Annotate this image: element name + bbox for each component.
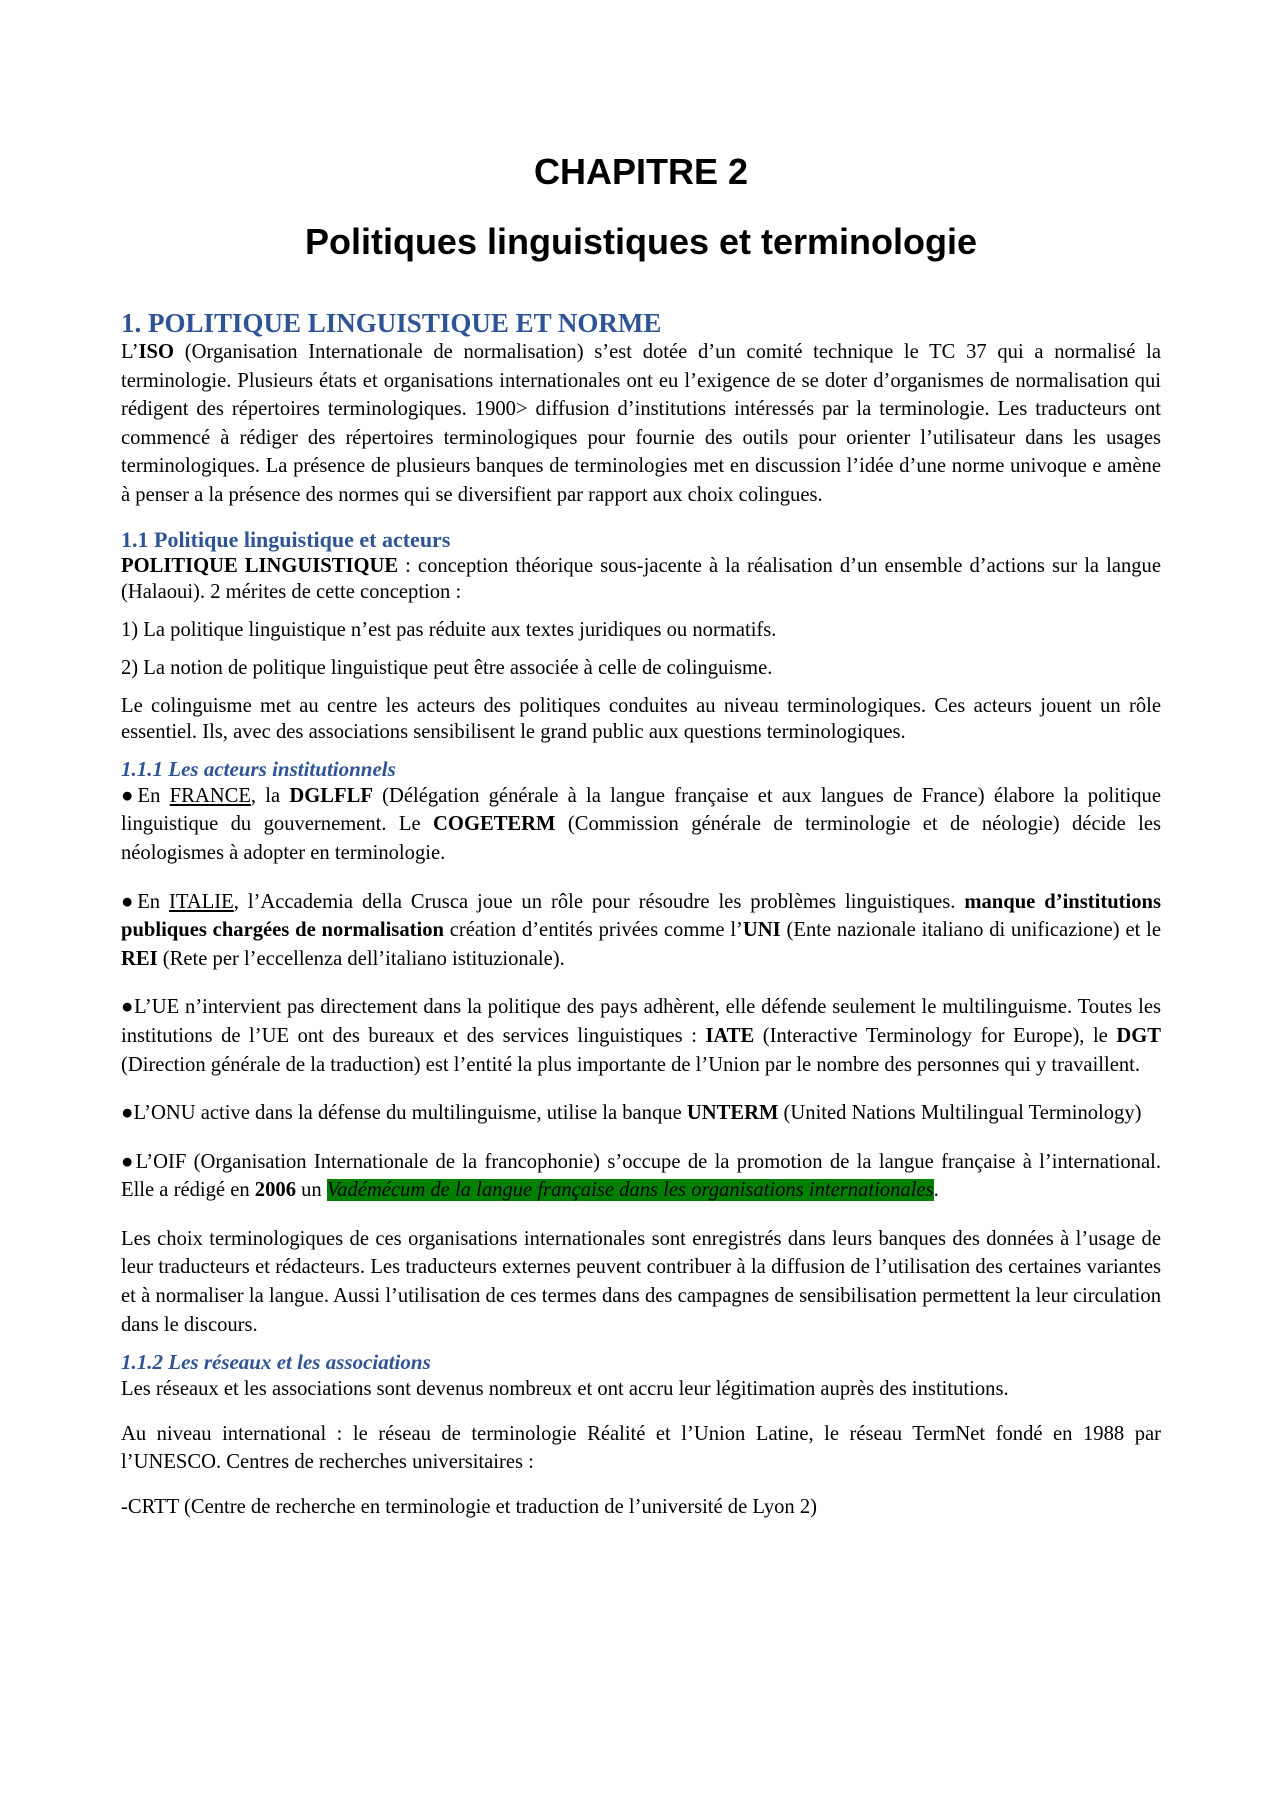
iso-term: ISO <box>138 341 175 363</box>
document-body <box>121 308 1161 1522</box>
oif-paragraph: ●L’OIF (Organisation Internationale de la francophonie) s’occupe de la promotion de la langue française à l’international. Elle a rédigé en 2006 un Vadémécum de la langue française dans les organisations internationales. <box>121 1150 1161 1202</box>
choix-paragraph: Les choix terminologiques de ces organisations internationales sont enregistrés dans leurs banques des données à l’usage de leur traducteurs et rédacteurs. Les traducteurs externes peuvent contribuer à la diffusion de l’utilisation des certaines variantes et à normaliser la langue. Aussi l’utilisation de ces termes dans des campagnes de sensibilisation permettent la leur circulation dans le discours. <box>121 1227 1161 1336</box>
italie-paragraph: ●En ITALIE, l’Accademia della Crusca joue un rôle pour résoudre les problèmes linguistiques. manque d’institutions publiques chargées de normalisation création d’entités privées comme l’UNI (Ente nazionale italiano di unificazione) et le REI (Rete per l’eccellenza dell’italiano istituzionale). <box>121 890 1162 970</box>
reseaux-paragraph: Les réseaux et les associations sont devenus nombreux et ont accru leur légitimation auprès des institutions. <box>121 1378 1009 1401</box>
ue-paragraph: ●L’UE n’intervient pas directement dans la politique des pays adhèrent, elle défende seulement le multilinguisme. Toutes les institutions de l’UE ont des bureaux et des services linguistiques : IATE (Interactive Terminology for Europe), le DGT (Direction générale de la traduction) est l’entité la plus importante de l’Union par le nombre des personnes qui y travaillent. <box>121 996 1161 1076</box>
colinguisme-paragraph: Le colinguisme met au centre les acteurs des politiques conduites au niveau terminologiques. Ces acteurs jouent un rôle essentiel. Ils, avec des associations sensibilisent le grand public aux questions terminologiques. <box>121 694 1161 744</box>
international-paragraph: Au niveau international : le réseau de terminologie Réalité et l’Union Latine, le réseau TermNet fondé en 1988 par l’UNESCO. Centres de recherches universitaires : <box>121 1422 1161 1474</box>
list-item-2: 2) La notion de politique linguistique peut être associée à celle de colinguisme. <box>121 657 773 680</box>
section-1-paragraph: L’ISO (Organisation Internationale de normalisation) s’est dotée d’un comité technique le TC 37 qui a normalisé la terminologie. Plusieurs états et organisations internationales ont eu l’exigence de se doter d’organismes de normalisation qui rédigent des répertoires terminologiques. 1900> diffusion d’institutions intéressés par la terminologie. Les traducteurs ont commencé à rédiger des répertoires terminologiques pour fournie des outils pour orienter l’utilisateur dans les usages terminologiques. La présence de plusieurs banques de terminologies met en discussion l’idée d’une norme univoque e amène à penser a la présence des normes qui se diversifient par rapport aux choix colingues. <box>121 341 1161 506</box>
chapter-title: Politiques linguistiques et terminologie <box>304 221 978 262</box>
france-paragraph: ●En FRANCE, la DGLFLF (Délégation générale à la langue française et aux langues de France) élabore la politique linguistique du gouvernement. Le COGETERM (Commission générale de terminologie et de néologie) décide les néologismes à adopter en terminologie. <box>121 784 1161 864</box>
france-country: FRANCE <box>169 784 251 807</box>
section-1-1-heading: 1.1 Politique linguistique et acteurs <box>121 526 451 552</box>
definition-paragraph: POLITIQUE LINGUISTIQUE : conception théorique sous-jacente à la réalisation d’un ensemble d’actions sur la langue (Halaoui). 2 mérites de cette conception : <box>121 554 1161 604</box>
section-1-1-1-heading: 1.1.1 Les acteurs institutionnels <box>121 756 396 781</box>
italie-country: ITALIE <box>169 890 234 913</box>
list-item-1: 1) La politique linguistique n’est pas réduite aux textes juridiques ou normatifs. <box>121 618 777 641</box>
definition-term: POLITIQUE LINGUISTIQUE <box>121 554 399 577</box>
section-1-heading: 1. POLITIQUE LINGUISTIQUE ET NORME <box>121 308 662 338</box>
chapter-number: CHAPITRE 2 <box>533 151 749 192</box>
highlighted-title: Vadémécum de la langue française dans les organisations internationales <box>326 1179 934 1202</box>
onu-paragraph: ●L’ONU active dans la défense du multilinguisme, utilise la banque UNTERM (United Nations Multilingual Terminology) <box>121 1102 1142 1125</box>
section-1-1-2-heading: 1.1.2 Les réseaux et les associations <box>121 1350 431 1375</box>
crtt-paragraph: -CRTT (Centre de recherche en terminologie et traduction de l’université de Lyon 2) <box>121 1496 818 1519</box>
